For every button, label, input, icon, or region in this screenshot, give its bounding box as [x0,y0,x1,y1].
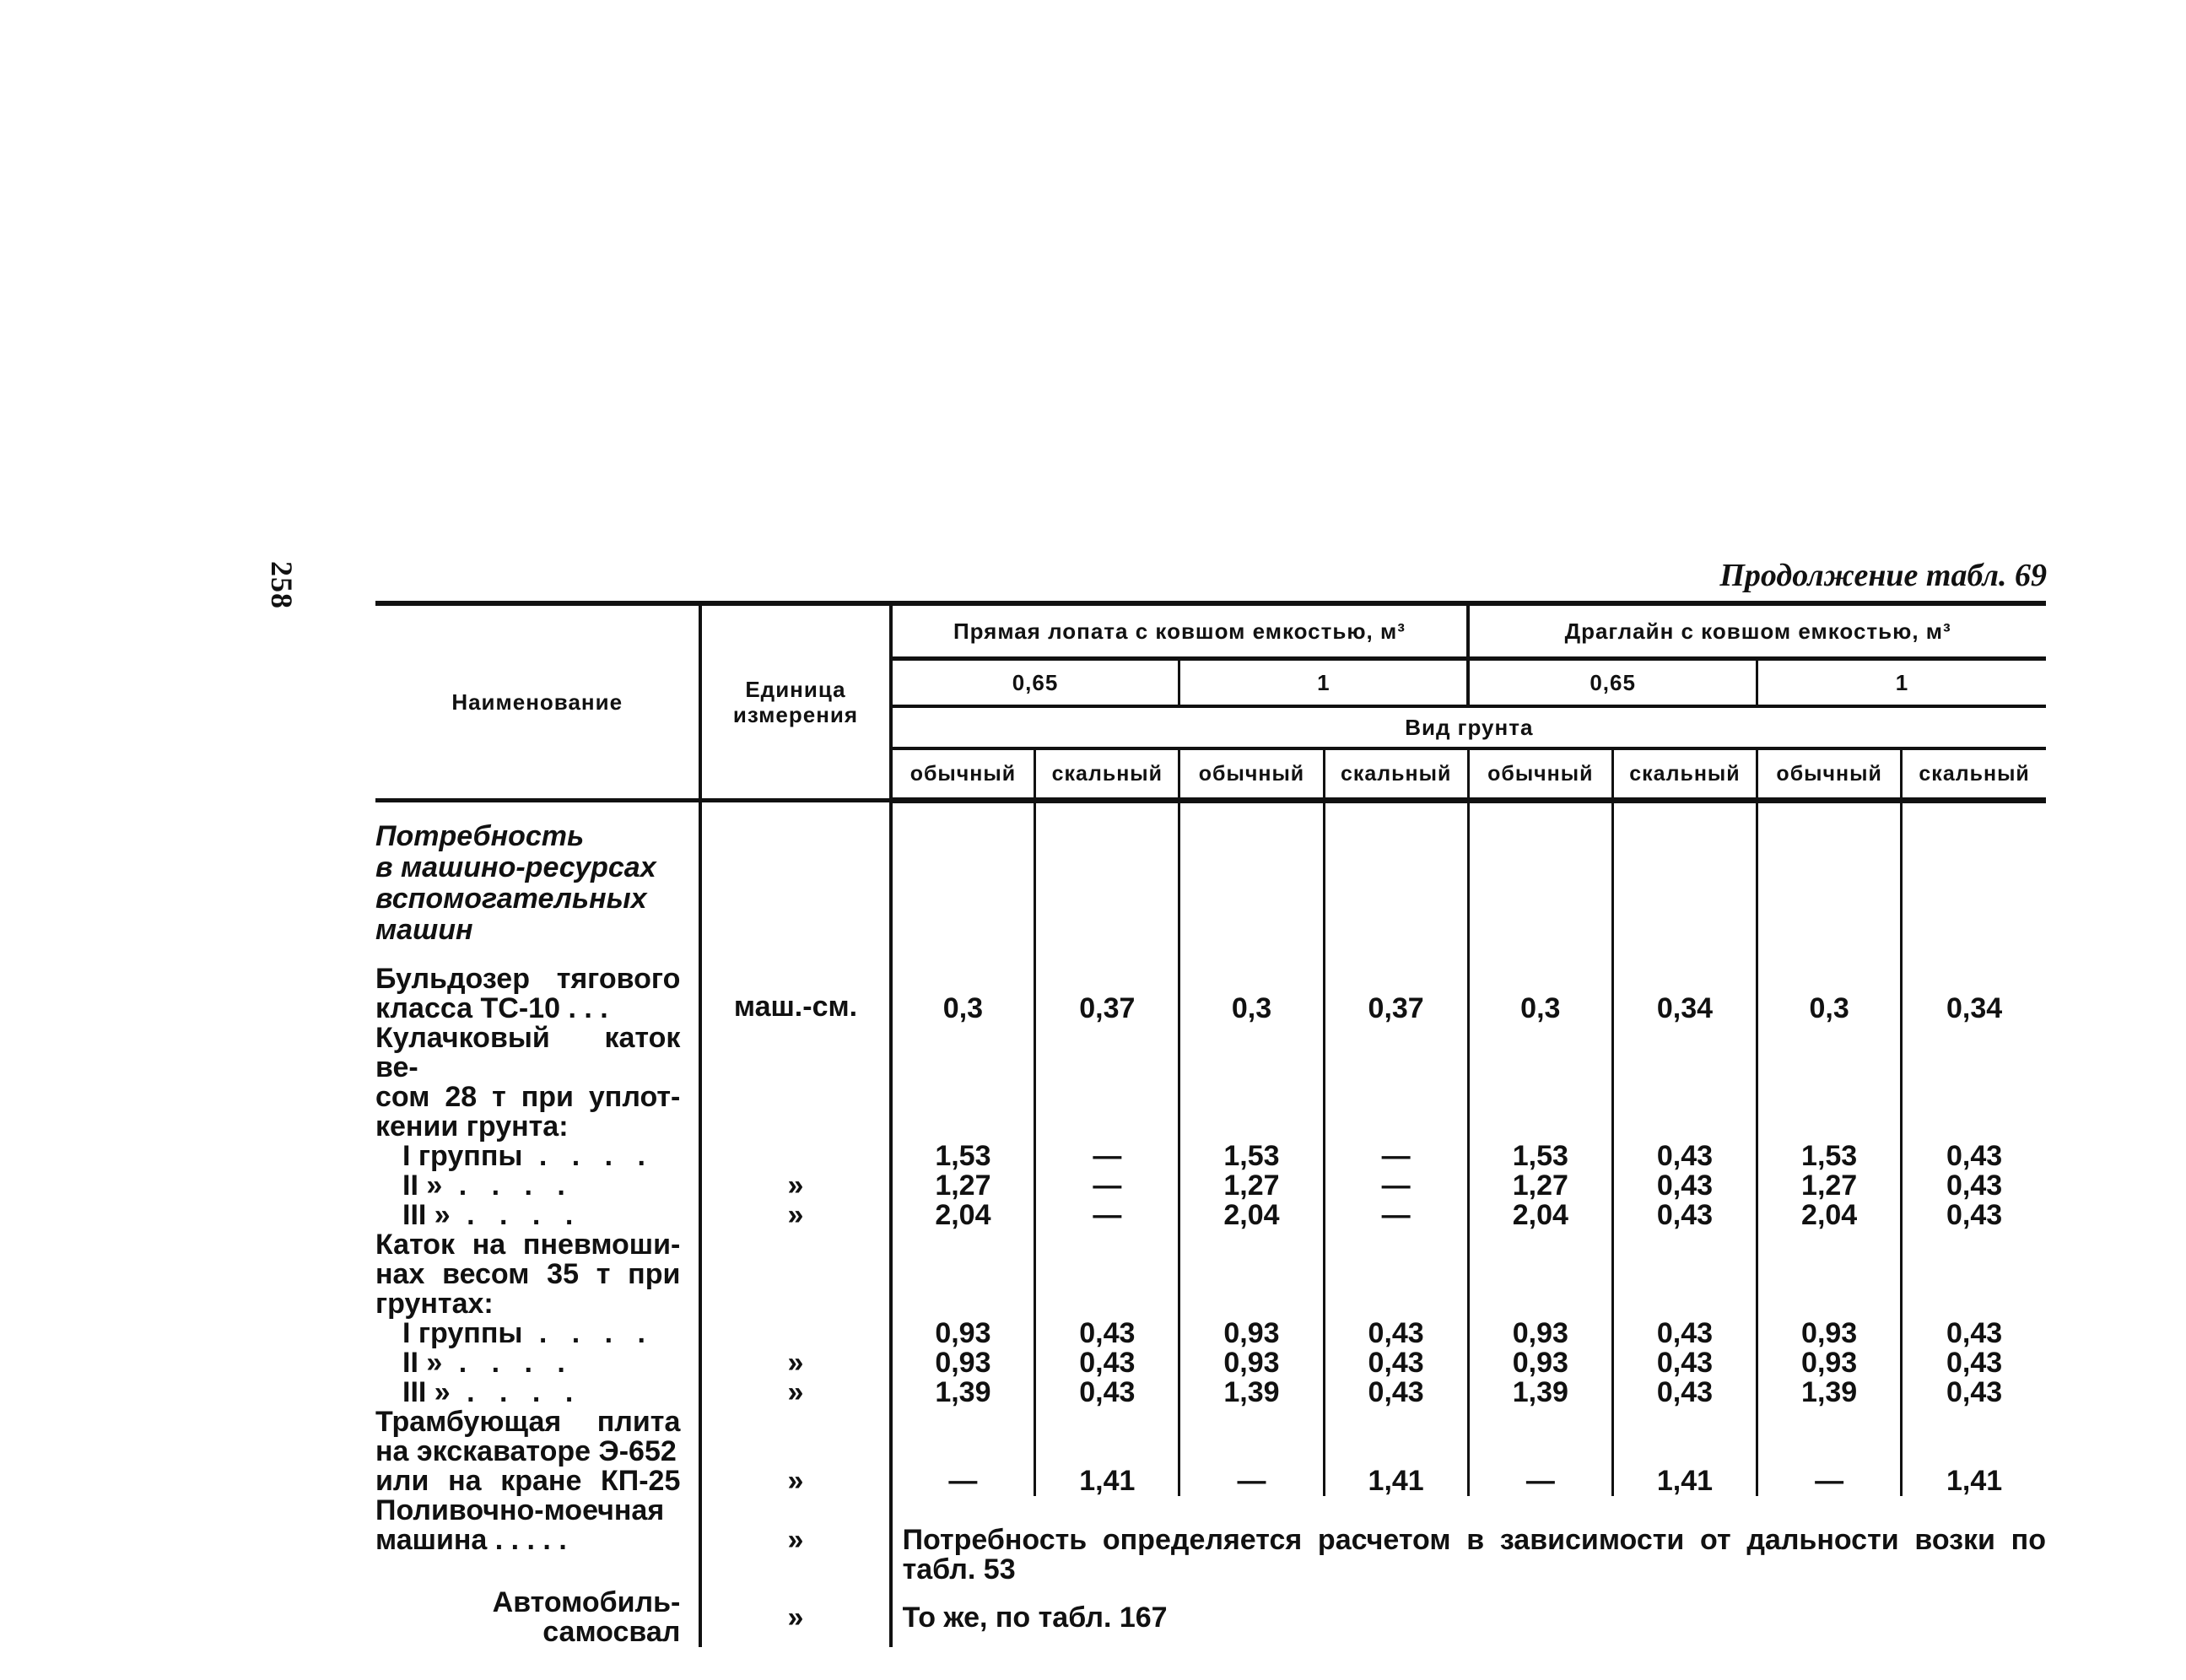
value-cell: 1,53 1,27 2,04 [1757,1024,1902,1230]
value-cell: 0,3 [1468,964,1612,1024]
row-unit: » » [700,1230,890,1407]
row-unit: » [700,1585,890,1647]
value-cell: — [1179,1407,1324,1496]
row-name: Поливочно-моечная машина . . . . . [375,1496,700,1585]
value-cell: 0,93 0,93 1,39 [1179,1230,1324,1407]
header-soil: обычный [1179,748,1324,801]
header-name: Наименование [375,603,700,801]
value-cell: 0,43 0,43 0,43 [1946,1317,2003,1408]
value-cell: 1,53 1,27 2,04 [1468,1024,1612,1230]
row-unit: » [700,1407,890,1496]
row-name: Автомобиль-самосвал [375,1585,700,1647]
section-title: Потребность в машино-ресурсах вспомогательных машин [375,801,700,965]
header-capacity: 0,65 [891,659,1179,707]
value-cell: — [891,1407,1035,1496]
row-name: Каток на пневмоши- нах весом 35 т при грунтах: I группы . . . . II » . . . . III » . . . . [375,1230,700,1407]
header-soil: обычный [1468,748,1612,801]
row-unit: » [700,1496,890,1585]
value-cell: 0,37 [1324,964,1468,1024]
value-cell: — [1468,1407,1612,1496]
section-title-row [375,801,2046,965]
value-cell: 0,43 0,43 0,43 [1612,1024,1757,1230]
value-cell: 0,93 0,93 1,39 [891,1230,1035,1407]
header-soil: скальный [1324,748,1468,801]
value-cell: 0,43 0,43 0,43 [1324,1230,1468,1407]
value-cell: 0,34 [1612,964,1757,1024]
header-capacity: 1 [1179,659,1468,707]
value-cell: — — — [1035,1024,1179,1230]
value-cell: 0,43 0,43 0,43 [1946,1140,2003,1231]
header-soil: скальный [1902,748,2046,801]
value-cell: 1,41 [1324,1407,1468,1496]
value-cell: 0,43 0,43 0,43 [1035,1230,1179,1407]
value-cell: 0,43 0,43 0,43 [1612,1230,1757,1407]
row-name: Бульдозер тягового класса ТС-10 . . . [375,964,700,1024]
value-cell: 0,3 [1179,964,1324,1024]
page-number: 258 [265,561,299,609]
table-row [375,1407,2046,1496]
value-cell: 1,53 1,27 2,04 [1179,1024,1324,1230]
header-soil: обычный [1757,748,1902,801]
table-row [375,1230,2046,1407]
value-cell: 0,3 [1757,964,1902,1024]
header-capacity: 0,65 [1468,659,1757,707]
machine-requirements-table [375,601,2046,1647]
table-row [375,1024,2046,1230]
value-cell: 1,41 [1612,1407,1757,1496]
row-unit: » » [700,1024,890,1230]
value-cell: 0,93 0,93 1,39 [1757,1230,1902,1407]
header-unit: Единица измерения [700,603,890,801]
value-cell: — [1757,1407,1902,1496]
table-row [375,1496,2046,1585]
value-cell: 1,41 [1946,1465,2003,1497]
header-capacity: 1 [1757,659,2046,707]
row-note: Потребность определяется расчетом в зависимости от дальности возки по табл. 53 [902,1524,2046,1585]
value-cell: 1,53 1,27 2,04 [891,1024,1035,1230]
value-cell: — — — [1324,1024,1468,1230]
header-soil: скальный [1035,748,1179,801]
value-cell: 0,37 [1035,964,1179,1024]
value-cell: 0,34 [1946,992,2003,1024]
row-note: То же, по табл. 167 [902,1601,1168,1634]
table-row [375,1585,2046,1647]
header-group-shovel: Прямая лопата с ковшом емкостью, м³ [891,603,1469,659]
header-soil-type: Вид грунта [891,706,2046,748]
table-row [375,964,2046,1024]
value-cell: 0,93 0,93 1,39 [1468,1230,1612,1407]
value-cell: 0,3 [891,964,1035,1024]
row-name: Трамбующая плита на экскаваторе Э-652 или на кране КП-25 [375,1407,700,1496]
header-soil: скальный [1612,748,1757,801]
row-unit: маш.-см. [700,964,890,1024]
table-continuation-title: Продолжение табл. 69 [1719,558,2047,593]
header-group-dragline: Драглайн с ковшом емкостью, м³ [1468,603,2046,659]
header-soil: обычный [891,748,1035,801]
row-name: Кулачковый каток ве- сом 28 т при уплот- кении грунта: I группы . . . . II » . . . . III » . . . . [375,1024,700,1230]
value-cell: 1,41 [1035,1407,1179,1496]
